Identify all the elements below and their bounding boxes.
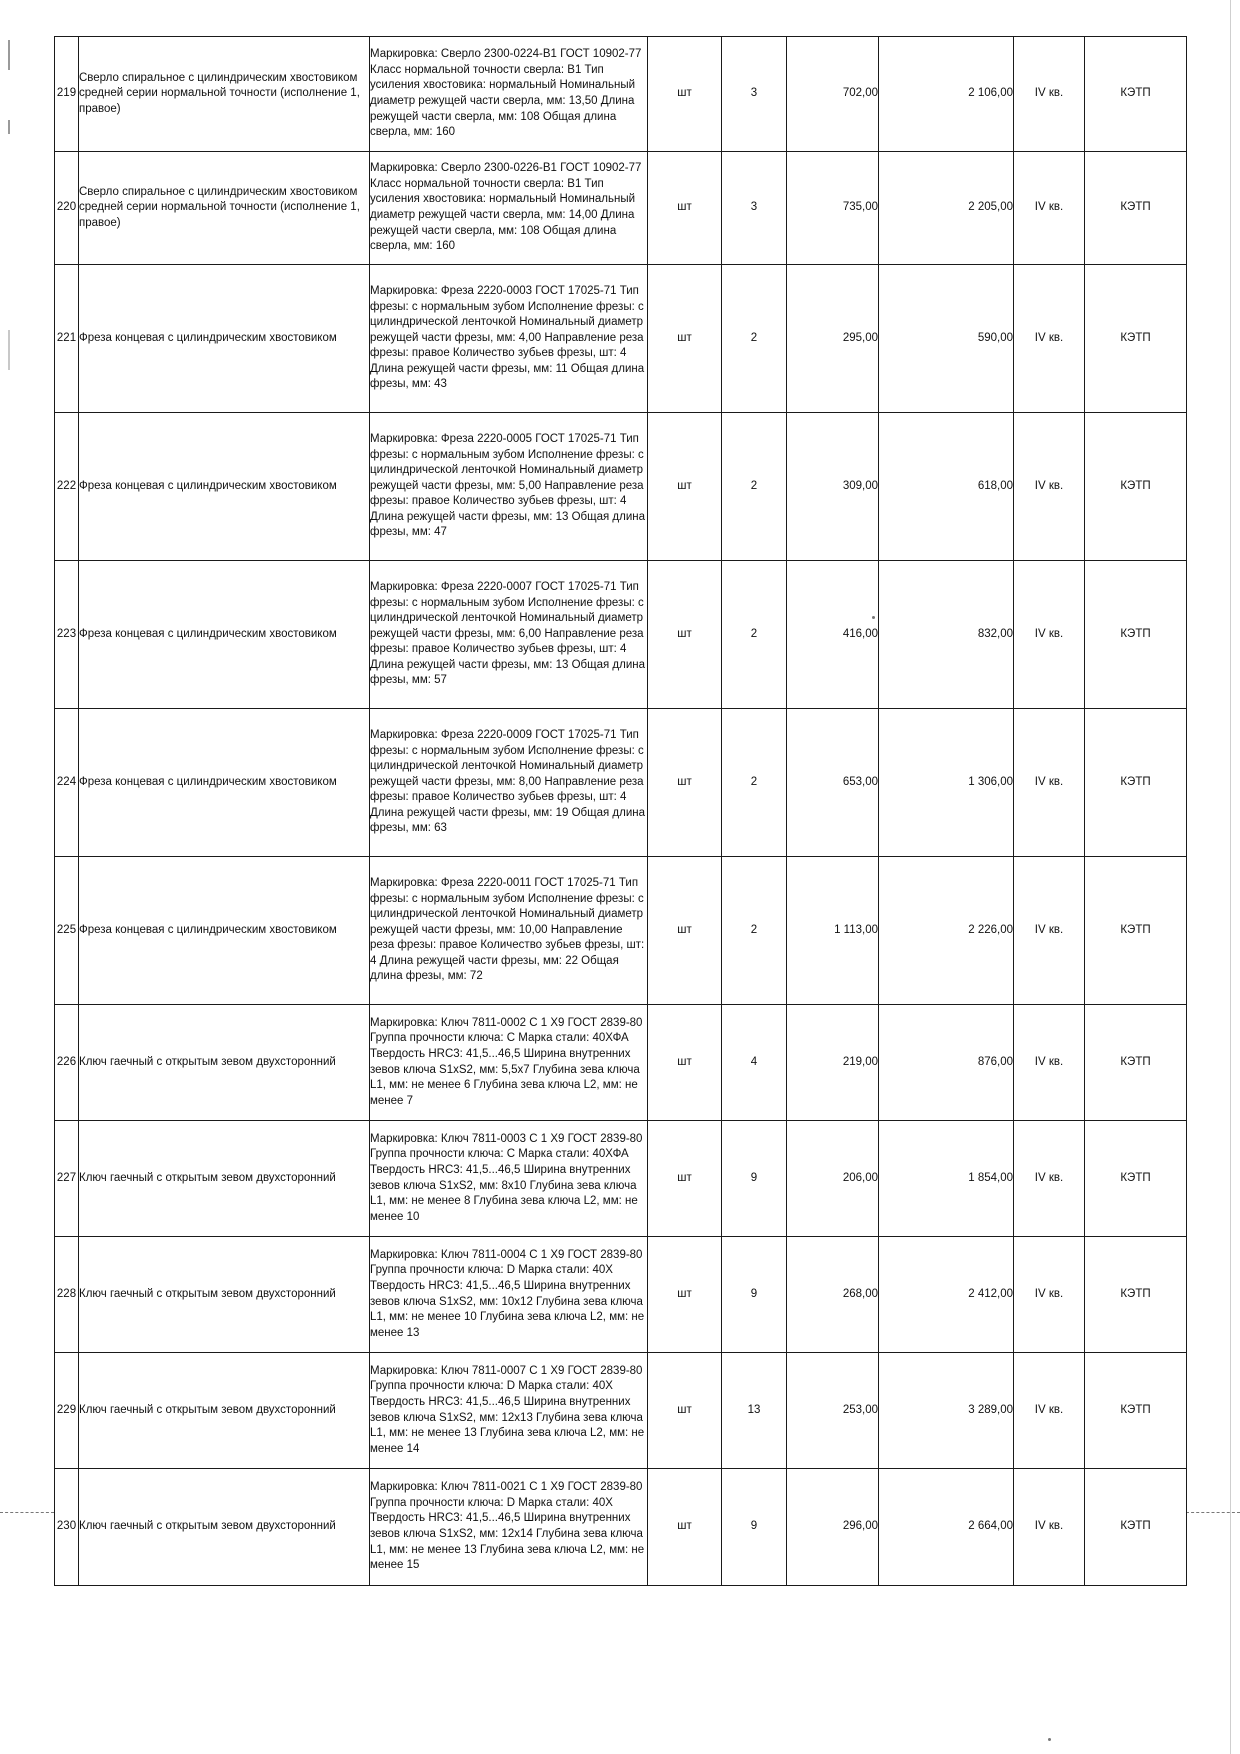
item-specification: Маркировка: Фреза 2220-0003 ГОСТ 17025-71 Тип фрезы: с нормальным зубом Исполнение фрезы: с цилиндрической ленточкой Номинальный диаметр режущей части фрезы, мм: 4,00 Направление реза фрезы: правое Количество зубьев фрезы, шт: 4 Длина режущей части фрезы, мм: 11 Общая длина фрезы, мм: 43: [370, 265, 648, 413]
fold-line-left: [0, 1512, 54, 1513]
item-name: Фреза концевая с цилиндрическим хвостовиком: [79, 709, 370, 857]
customer-code: КЭТП: [1085, 1005, 1187, 1121]
item-specification: Маркировка: Ключ 7811-0007 С 1 Х9 ГОСТ 2839-80 Группа прочности ключа: D Марка стали: 40Х Твердость HRC3: 41,5...46,5 Ширина внутренних зевов ключа S1xS2, мм: 12х13 Глубина зева ключа L1, мм: не менее 13 Глубина зева ключа L2, мм: не менее 14: [370, 1353, 648, 1469]
item-specification: Маркировка: Ключ 7811-0003 С 1 Х9 ГОСТ 2839-80 Группа прочности ключа: С Марка стали: 40ХФА Твердость HRC3: 41,5...46,5 Ширина внутренних зевов ключа S1xS2, мм: 8х10 Глубина зева ключа L1, мм: не менее 8 Глубина зева ключа L2, мм: не менее 10: [370, 1121, 648, 1237]
total-amount: 1 854,00: [879, 1121, 1014, 1237]
item-specification: Маркировка: Ключ 7811-0002 С 1 Х9 ГОСТ 2839-80 Группа прочности ключа: С Марка стали: 40ХФА Твердость HRC3: 41,5...46,5 Ширина внутренних зевов ключа S1xS2, мм: 5,5х7 Глубина зева ключа L1, мм: не менее 6 Глубина зева ключа L2, мм: не менее 7: [370, 1005, 648, 1121]
item-name: Сверло спиральное с цилиндрическим хвостовиком средней серии нормальной точности (исполнение 1, правое): [79, 152, 370, 265]
customer-code: КЭТП: [1085, 37, 1187, 152]
unit-of-measure: шт: [648, 413, 722, 561]
total-amount: 2 226,00: [879, 857, 1014, 1005]
item-name: Фреза концевая с цилиндрическим хвостовиком: [79, 561, 370, 709]
item-specification: Маркировка: Ключ 7811-0004 С 1 Х9 ГОСТ 2839-80 Группа прочности ключа: D Марка стали: 40Х Твердость HRC3: 41,5...46,5 Ширина внутренних зевов ключа S1xS2, мм: 10х12 Глубина зева ключа L1, мм: не менее 10 Глубина зева ключа L2, мм: не менее 13: [370, 1237, 648, 1353]
table-body: [55, 37, 1187, 1586]
customer-code: КЭТП: [1085, 561, 1187, 709]
delivery-period: IV кв.: [1014, 37, 1085, 152]
item-specification: Маркировка: Сверло 2300-0224-В1 ГОСТ 10902-77 Класс нормальной точности сверла: В1 Тип усиления хвостовика: нормальный Номинальный диаметр режущей части сверла, мм: 13,50 Длина режущей части сверла, мм: 108 Общая длина сверла, мм: 160: [370, 37, 648, 152]
table-row: [55, 37, 1187, 152]
delivery-period: IV кв.: [1014, 1121, 1085, 1237]
table-row: [55, 152, 1187, 265]
item-name: Фреза концевая с цилиндрическим хвостовиком: [79, 265, 370, 413]
unit-of-measure: шт: [648, 1353, 722, 1469]
quantity: 2: [722, 857, 787, 1005]
scan-right-edge: [1230, 0, 1231, 1754]
item-name: Фреза концевая с цилиндрическим хвостовиком: [79, 413, 370, 561]
total-amount: 2 412,00: [879, 1237, 1014, 1353]
unit-of-measure: шт: [648, 1121, 722, 1237]
unit-price: 295,00: [787, 265, 879, 413]
unit-price: 253,00: [787, 1353, 879, 1469]
row-number: 228: [55, 1237, 79, 1353]
customer-code: КЭТП: [1085, 413, 1187, 561]
unit-of-measure: шт: [648, 561, 722, 709]
delivery-period: IV кв.: [1014, 1353, 1085, 1469]
row-number: 221: [55, 265, 79, 413]
unit-of-measure: шт: [648, 1469, 722, 1586]
item-name: Ключ гаечный с открытым зевом двухсторонний: [79, 1121, 370, 1237]
total-amount: 832,00: [879, 561, 1014, 709]
table-row: [55, 265, 1187, 413]
customer-code: КЭТП: [1085, 709, 1187, 857]
scan-edge-mark: [8, 120, 10, 134]
total-amount: 876,00: [879, 1005, 1014, 1121]
quantity: 2: [722, 265, 787, 413]
row-number: 226: [55, 1005, 79, 1121]
unit-of-measure: шт: [648, 857, 722, 1005]
table-row: [55, 1469, 1187, 1586]
quantity: 2: [722, 709, 787, 857]
unit-of-measure: шт: [648, 265, 722, 413]
unit-price: 735,00: [787, 152, 879, 265]
item-specification: Маркировка: Фреза 2220-0009 ГОСТ 17025-71 Тип фрезы: с нормальным зубом Исполнение фрезы: с цилиндрической ленточкой Номинальный диаметр режущей части фрезы, мм: 8,00 Направление реза фрезы: правое Количество зубьев фрезы, шт: 4 Длина режущей части фрезы, мм: 19 Общая длина фрезы, мм: 63: [370, 709, 648, 857]
unit-price: 268,00: [787, 1237, 879, 1353]
delivery-period: IV кв.: [1014, 413, 1085, 561]
customer-code: КЭТП: [1085, 1469, 1187, 1586]
table-row: [55, 1237, 1187, 1353]
scan-edge-mark: [8, 330, 10, 370]
item-name: Ключ гаечный с открытым зевом двухсторонний: [79, 1469, 370, 1586]
scan-edge-mark: [8, 40, 10, 70]
row-number: 220: [55, 152, 79, 265]
unit-price: 206,00: [787, 1121, 879, 1237]
row-number: 219: [55, 37, 79, 152]
unit-price: 702,00: [787, 37, 879, 152]
unit-of-measure: шт: [648, 709, 722, 857]
item-specification: Маркировка: Фреза 2220-0005 ГОСТ 17025-71 Тип фрезы: с нормальным зубом Исполнение фрезы: с цилиндрической ленточкой Номинальный диаметр режущей части фрезы, мм: 5,00 Направление реза фрезы: правое Количество зубьев фрезы, шт: 4 Длина режущей части фрезы, мм: 13 Общая длина фрезы, мм: 47: [370, 413, 648, 561]
item-name: Сверло спиральное с цилиндрическим хвостовиком средней серии нормальной точности (исполнение 1, правое): [79, 37, 370, 152]
quantity: 3: [722, 37, 787, 152]
row-number: 224: [55, 709, 79, 857]
item-specification: Маркировка: Фреза 2220-0011 ГОСТ 17025-71 Тип фрезы: с нормальным зубом Исполнение фрезы: с цилиндрической ленточкой Номинальный диаметр режущей части фрезы, мм: 10,00 Направление реза фрезы: правое Количество зубьев фрезы, шт: 4 Длина режущей части фрезы, мм: 22 Общая длина фрезы, мм: 72: [370, 857, 648, 1005]
row-number: 229: [55, 1353, 79, 1469]
delivery-period: IV кв.: [1014, 152, 1085, 265]
table-row: [55, 1005, 1187, 1121]
unit-of-measure: шт: [648, 1237, 722, 1353]
customer-code: КЭТП: [1085, 1353, 1187, 1469]
item-name: Ключ гаечный с открытым зевом двухсторонний: [79, 1353, 370, 1469]
row-number: 227: [55, 1121, 79, 1237]
row-number: 223: [55, 561, 79, 709]
customer-code: КЭТП: [1085, 265, 1187, 413]
quantity: 9: [722, 1469, 787, 1586]
row-number: 225: [55, 857, 79, 1005]
customer-code: КЭТП: [1085, 1121, 1187, 1237]
row-number: 230: [55, 1469, 79, 1586]
procurement-table: [54, 36, 1187, 1586]
unit-of-measure: шт: [648, 1005, 722, 1121]
delivery-period: IV кв.: [1014, 1469, 1085, 1586]
delivery-period: IV кв.: [1014, 709, 1085, 857]
total-amount: 618,00: [879, 413, 1014, 561]
unit-price: 219,00: [787, 1005, 879, 1121]
delivery-period: IV кв.: [1014, 561, 1085, 709]
unit-of-measure: шт: [648, 152, 722, 265]
quantity: 13: [722, 1353, 787, 1469]
item-specification: Маркировка: Ключ 7811-0021 С 1 Х9 ГОСТ 2839-80 Группа прочности ключа: D Марка стали: 40Х Твердость HRC3: 41,5...46,5 Ширина внутренних зевов ключа S1xS2, мм: 12х14 Глубина зева ключа L1, мм: не менее 13 Глубина зева ключа L2, мм: не менее 15: [370, 1469, 648, 1586]
item-specification: Маркировка: Сверло 2300-0226-В1 ГОСТ 10902-77 Класс нормальной точности сверла: В1 Тип усиления хвостовика: нормальный Номинальный диаметр режущей части сверла, мм: 14,00 Длина режущей части сверла, мм: 108 Общая длина сверла, мм: 160: [370, 152, 648, 265]
total-amount: 2 664,00: [879, 1469, 1014, 1586]
quantity: 9: [722, 1121, 787, 1237]
item-specification: Маркировка: Фреза 2220-0007 ГОСТ 17025-71 Тип фрезы: с нормальным зубом Исполнение фрезы: с цилиндрической ленточкой Номинальный диаметр режущей части фрезы, мм: 6,00 Направление реза фрезы: правое Количество зубьев фрезы, шт: 4 Длина режущей части фрезы, мм: 13 Общая длина фрезы, мм: 57: [370, 561, 648, 709]
total-amount: 2 106,00: [879, 37, 1014, 152]
table-row: [55, 561, 1187, 709]
delivery-period: IV кв.: [1014, 857, 1085, 1005]
delivery-period: IV кв.: [1014, 265, 1085, 413]
item-name: Ключ гаечный с открытым зевом двухсторонний: [79, 1237, 370, 1353]
table-row: [55, 1353, 1187, 1469]
customer-code: КЭТП: [1085, 857, 1187, 1005]
table-row: [55, 709, 1187, 857]
unit-price: 653,00: [787, 709, 879, 857]
table-row: [55, 1121, 1187, 1237]
unit-of-measure: шт: [648, 37, 722, 152]
total-amount: 1 306,00: [879, 709, 1014, 857]
unit-price: 309,00: [787, 413, 879, 561]
quantity: 4: [722, 1005, 787, 1121]
table-row: [55, 857, 1187, 1005]
total-amount: 3 289,00: [879, 1353, 1014, 1469]
unit-price: 1 113,00: [787, 857, 879, 1005]
fold-line-right: [1186, 1512, 1240, 1513]
quantity: 2: [722, 561, 787, 709]
item-name: Ключ гаечный с открытым зевом двухсторонний: [79, 1005, 370, 1121]
delivery-period: IV кв.: [1014, 1237, 1085, 1353]
quantity: 9: [722, 1237, 787, 1353]
unit-price: 296,00: [787, 1469, 879, 1586]
unit-price: 416,00: [787, 561, 879, 709]
row-number: 222: [55, 413, 79, 561]
quantity: 3: [722, 152, 787, 265]
customer-code: КЭТП: [1085, 1237, 1187, 1353]
total-amount: 590,00: [879, 265, 1014, 413]
table-row: [55, 413, 1187, 561]
delivery-period: IV кв.: [1014, 1005, 1085, 1121]
item-name: Фреза концевая с цилиндрическим хвостовиком: [79, 857, 370, 1005]
customer-code: КЭТП: [1085, 152, 1187, 265]
total-amount: 2 205,00: [879, 152, 1014, 265]
scan-speck: [1048, 1738, 1051, 1741]
quantity: 2: [722, 413, 787, 561]
